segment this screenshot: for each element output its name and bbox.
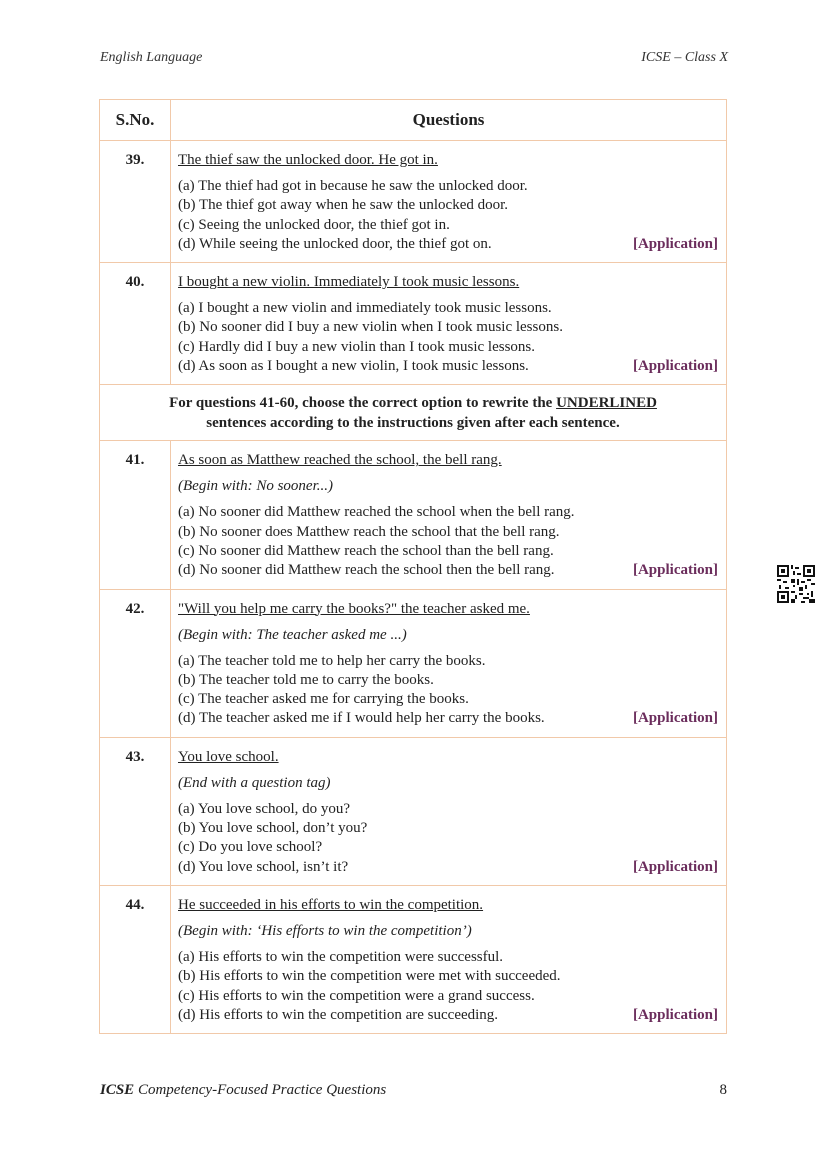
option-d: (d) While seeing the unlocked door, the thief got on. bbox=[178, 235, 492, 252]
question-number: 39. bbox=[100, 141, 171, 263]
option-a: (a) The teacher told me to help her carry the books. bbox=[178, 652, 486, 669]
question-body bbox=[171, 141, 727, 263]
option-d-row bbox=[178, 1006, 718, 1025]
option-b: (b) His efforts to win the competition were met with succeeded. bbox=[178, 968, 561, 985]
option-a: (a) His efforts to win the competition were successful. bbox=[178, 948, 504, 965]
question-body bbox=[171, 263, 727, 385]
application-tag: [Application] bbox=[632, 235, 718, 252]
question-stem: As soon as Matthew reached the school, the bell rang. bbox=[178, 452, 502, 469]
questions-table bbox=[99, 99, 727, 1034]
option-c: (c) No sooner did Matthew reach the school than the bell rang. bbox=[178, 542, 554, 559]
question-stem: You love school. bbox=[178, 748, 279, 765]
option-a: (a) No sooner did Matthew reached the school when the bell rang. bbox=[178, 504, 575, 521]
question-instruction: (Begin with: ‘His efforts to win the competition’) bbox=[178, 922, 472, 939]
page-number: 8 bbox=[719, 1082, 727, 1098]
question-row-39 bbox=[100, 141, 727, 263]
application-tag: [Application] bbox=[632, 710, 718, 727]
option-a: (a) I bought a new violin and immediately took music lessons. bbox=[178, 300, 552, 317]
table-header-row bbox=[100, 100, 727, 141]
col-header-questions: Questions bbox=[171, 100, 727, 141]
question-body bbox=[171, 441, 727, 589]
banner-text-part1: For questions 41-60, choose the correct option to rewrite the bbox=[169, 395, 557, 412]
footer-title bbox=[100, 1082, 386, 1099]
question-instruction: (Begin with: No sooner...) bbox=[178, 478, 333, 495]
qr-code-icon[interactable] bbox=[777, 565, 815, 603]
option-b: (b) The teacher told me to carry the books. bbox=[178, 671, 434, 688]
question-number: 44. bbox=[100, 885, 171, 1033]
application-tag: [Application] bbox=[632, 358, 718, 375]
question-stem: He succeeded in his efforts to win the competition. bbox=[178, 896, 484, 913]
application-tag: [Application] bbox=[632, 858, 718, 875]
option-d-row bbox=[178, 357, 718, 376]
option-a: (a) The thief had got in because he saw the unlocked door. bbox=[178, 178, 528, 194]
question-row-40 bbox=[100, 263, 727, 385]
question-row-42 bbox=[100, 589, 727, 737]
banner-text-part2: sentences according to the instructions given after each sentence. bbox=[206, 415, 620, 432]
option-c: (c) The teacher asked me for carrying the books. bbox=[178, 691, 469, 708]
footer-brand: ICSE bbox=[100, 1082, 135, 1098]
header-subject: English Language bbox=[100, 50, 203, 65]
option-b: (b) The thief got away when he saw the unlocked door. bbox=[178, 197, 509, 214]
option-d: (d) No sooner did Matthew reach the school then the bell rang. bbox=[178, 562, 555, 579]
question-body bbox=[171, 589, 727, 737]
question-instruction: (End with a question tag) bbox=[178, 774, 331, 791]
instruction-banner bbox=[100, 385, 727, 441]
question-row-41 bbox=[100, 441, 727, 589]
question-instruction: (Begin with: The teacher asked me ...) bbox=[178, 626, 407, 643]
option-d-row bbox=[178, 235, 718, 254]
footer-title-text: Competency-Focused Practice Questions bbox=[134, 1082, 387, 1098]
question-number: 43. bbox=[100, 737, 171, 885]
option-c: (c) Hardly did I buy a new violin than I took music lessons. bbox=[178, 338, 536, 355]
question-stem: The thief saw the unlocked door. He got in. bbox=[178, 152, 438, 168]
option-c: (c) Do you love school? bbox=[178, 839, 323, 856]
application-tag: [Application] bbox=[632, 1006, 718, 1023]
question-stem: "Will you help me carry the books?" the teacher asked me. bbox=[178, 600, 530, 617]
option-a: (a) You love school, do you? bbox=[178, 800, 351, 817]
col-header-sno: S.No. bbox=[100, 100, 171, 141]
option-c: (c) Seeing the unlocked door, the thief got in. bbox=[178, 216, 450, 233]
option-d: (d) His efforts to win the competition are succeeding. bbox=[178, 1006, 499, 1023]
question-number: 41. bbox=[100, 441, 171, 589]
option-d-row bbox=[178, 561, 718, 580]
question-number: 40. bbox=[100, 263, 171, 385]
question-body bbox=[171, 737, 727, 885]
option-d: (d) As soon as I bought a new violin, I took music lessons. bbox=[178, 358, 529, 375]
instruction-banner-row bbox=[100, 385, 727, 441]
option-d: (d) The teacher asked me if I would help her carry the books. bbox=[178, 710, 545, 727]
question-body bbox=[171, 885, 727, 1033]
option-b: (b) No sooner did I buy a new violin when I took music lessons. bbox=[178, 319, 563, 336]
option-d: (d) You love school, isn’t it? bbox=[178, 858, 349, 875]
question-row-44 bbox=[100, 885, 727, 1033]
option-b: (b) You love school, don’t you? bbox=[178, 820, 368, 837]
option-d-row bbox=[178, 858, 718, 877]
question-number: 42. bbox=[100, 589, 171, 737]
question-row-43 bbox=[100, 737, 727, 885]
application-tag: [Application] bbox=[632, 562, 718, 579]
option-b: (b) No sooner does Matthew reach the school that the bell rang. bbox=[178, 523, 560, 540]
header-class: ICSE – Class X bbox=[641, 50, 728, 65]
question-stem: I bought a new violin. Immediately I took music lessons. bbox=[178, 274, 520, 291]
banner-underlined-word: UNDERLINED bbox=[556, 395, 657, 412]
option-d-row bbox=[178, 709, 718, 728]
option-c: (c) His efforts to win the competition were a grand success. bbox=[178, 987, 535, 1004]
